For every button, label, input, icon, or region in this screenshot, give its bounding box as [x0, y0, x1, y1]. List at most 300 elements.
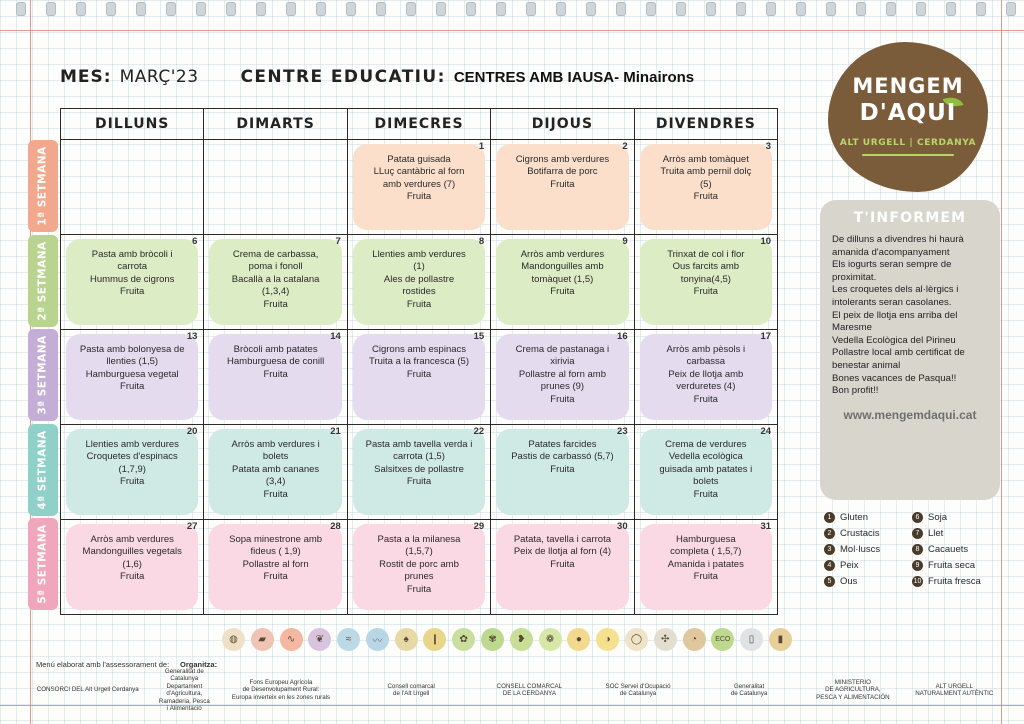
dish-line: Fruita	[406, 298, 432, 310]
partner-logo: ALT URGELL NATURALMENT AUTÈNTIC	[915, 682, 994, 697]
dish-line: Truita a la francesca (5)	[369, 356, 469, 368]
dish-line: Fruita	[263, 368, 288, 380]
binding-ring	[46, 2, 56, 16]
allergen-item	[912, 528, 1000, 539]
menu-day-cell[interactable]	[348, 140, 491, 234]
binding-ring	[466, 2, 476, 16]
dish-list	[208, 523, 342, 584]
binding-ring	[796, 2, 806, 16]
day-header-1: DILLUNS	[61, 109, 204, 139]
day-header-3: DIMECRES	[348, 109, 491, 139]
menu-day-cell[interactable]	[204, 235, 347, 329]
dish-line: Rostit de porc amb	[379, 558, 459, 570]
menu-day-cell[interactable]	[491, 520, 634, 614]
dish-line: Hamburguesa de conill	[227, 356, 325, 368]
binding-ring	[346, 2, 356, 16]
dish-list	[639, 428, 773, 501]
dish-line: Croquetes d'espinacs	[86, 451, 178, 463]
dish-line: carrota	[117, 261, 147, 273]
binding-ring	[916, 2, 926, 16]
allergen-number-icon: 1	[824, 512, 835, 523]
day-number: 20	[186, 426, 198, 437]
menu-day-cell[interactable]	[348, 330, 491, 424]
lettuce-icon: ❁	[539, 628, 562, 651]
dish-line: Fruita	[550, 178, 575, 190]
dish-list	[65, 428, 199, 489]
calendar-week-row	[61, 140, 777, 235]
corn-icon: ❙	[423, 628, 446, 651]
dish-list	[639, 333, 773, 406]
menu-day-cell[interactable]	[635, 140, 777, 234]
pepper-icon: ❥	[510, 628, 533, 651]
dish-line: Pasta amb tavella verda i	[365, 439, 473, 450]
dish-line: Cigrons amb verdures	[515, 154, 610, 165]
footer-logos	[30, 668, 1000, 712]
dish-line: Fruita	[120, 476, 145, 488]
dish-line: Crema de pastanaga i	[515, 344, 610, 355]
week-tab-label: 3ª SETMANA	[37, 335, 49, 415]
dish-line: poma i fonoll	[248, 261, 303, 273]
allergen-number-icon: 7	[912, 528, 923, 539]
day-header-5: DIVENDRES	[655, 116, 756, 132]
dish-line: carbassa	[686, 356, 726, 368]
wheat-icon: ♠	[395, 628, 418, 651]
day-number: 15	[473, 331, 485, 342]
dish-line: (1)	[413, 261, 425, 273]
allergen-item	[824, 560, 912, 571]
milk-icon: ▯	[740, 628, 763, 651]
allergen-item	[824, 576, 912, 587]
allergen-label: Crustacis	[840, 528, 880, 539]
binding-ring	[436, 2, 446, 16]
dish-line: (1,5,7)	[405, 546, 433, 558]
dish-line: Hamburguesa	[675, 534, 736, 545]
menu-day-cell[interactable]	[491, 140, 634, 234]
dish-line: (1,6)	[122, 558, 142, 570]
dish-line: Fruita	[406, 368, 432, 380]
dish-line: Llenties amb verdures	[372, 249, 466, 260]
dish-line: Pastis de carbassó (5,7)	[511, 451, 614, 463]
dish-line: Mandonguilles amb	[521, 261, 604, 273]
allergen-item	[912, 576, 1000, 587]
info-panel	[820, 200, 1000, 500]
dish-line: Arròs amb verdures i	[231, 439, 320, 450]
binding-ring	[136, 2, 146, 16]
day-number: 16	[617, 331, 628, 342]
binding-ring	[1006, 2, 1016, 16]
day-number: 9	[622, 236, 628, 247]
week-tab-2	[28, 235, 58, 327]
allergen-label: Soja	[928, 512, 948, 523]
allergen-label: Llet	[928, 528, 944, 539]
dish-line: Ous farcits amb	[672, 261, 740, 273]
allergen-label: Mol·luscs	[840, 544, 881, 555]
dish-line: tonyina(4,5)	[680, 273, 731, 285]
advice-label: Menú elaborat amb l'assessorament de:	[36, 660, 170, 669]
dish-list	[208, 238, 342, 311]
dish-line: Hummus de cigrons	[89, 273, 175, 285]
dish-list	[65, 523, 199, 584]
dish-line: Patates farcides	[528, 439, 597, 450]
center-value: CENTRES AMB IAUSA- Minairons	[453, 68, 695, 86]
binding-ring	[946, 2, 956, 16]
dish-list	[352, 333, 486, 381]
menu-calendar	[60, 108, 778, 615]
week-tab-3	[28, 329, 58, 421]
info-title: T'INFORMEM	[853, 210, 967, 226]
center-label: CENTRE EDUCATIU:	[240, 67, 446, 87]
dish-list	[639, 238, 773, 299]
dish-line: prunes (9)	[540, 381, 585, 393]
dish-line: Fruita	[406, 191, 432, 203]
binding-ring	[496, 2, 506, 16]
dish-line: bolets	[693, 476, 719, 488]
week-tab-label: 5ª SETMANA	[37, 524, 49, 605]
partner-logo: SOC Servei d'Ocupació de Catalunya	[605, 682, 671, 697]
dish-line: Fruita	[550, 286, 575, 298]
dish-line: bolets	[262, 451, 289, 463]
dish-line: completa ( 1,5,7)	[670, 546, 742, 558]
dish-list	[639, 523, 773, 584]
dish-line: Botifarra de porc	[527, 166, 598, 178]
menu-day-cell[interactable]	[491, 235, 634, 329]
menu-day-cell[interactable]	[204, 330, 347, 424]
fish-icon: ≈	[337, 628, 360, 651]
partner-logo: Consell comarcal de l'Alt Urgell	[387, 682, 435, 697]
day-header-2: DIMARTS	[204, 109, 347, 139]
dish-line: amb verdures (7)	[382, 178, 456, 190]
day-number: 8	[478, 236, 485, 247]
day-number: 7	[335, 236, 341, 247]
menu-day-cell[interactable]	[61, 425, 204, 519]
dish-line: Fruita	[693, 571, 718, 583]
eco-icon: ECO	[711, 628, 734, 651]
dish-line: Fruita	[693, 191, 718, 203]
binding-ring	[706, 2, 716, 16]
allergen-label: Cacauets	[928, 544, 969, 555]
day-number: 22	[473, 426, 485, 437]
partner-logo: CONSELL COMARCAL DE LA CERDANYA	[496, 682, 563, 697]
week-tab-label: 1ª SETMANA	[37, 146, 49, 226]
menu-day-cell[interactable]	[635, 235, 777, 329]
week-tab-label: 4ª SETMANA	[37, 430, 49, 510]
dish-line: Pollastre al forn	[242, 558, 309, 570]
dish-line: Fruita	[550, 393, 575, 405]
binding-ring	[316, 2, 326, 16]
allergen-legend	[824, 512, 1000, 592]
day-number: 27	[186, 521, 198, 532]
day-number: 10	[760, 236, 772, 247]
dish-line: (1,3,4)	[261, 286, 290, 298]
dish-list	[352, 428, 486, 489]
binding-ring	[976, 2, 986, 16]
binding-ring	[16, 2, 26, 16]
dish-list	[495, 238, 629, 299]
dish-line: Arròs amb pèsols i	[666, 344, 746, 355]
organizers-label: Organitza:	[180, 660, 218, 669]
allergen-number-icon: 3	[824, 544, 835, 555]
brand-logo	[828, 42, 988, 192]
menu-day-cell[interactable]	[204, 140, 347, 234]
allergen-label: Fruita fresca	[928, 576, 981, 587]
menu-day-cell[interactable]	[348, 235, 491, 329]
dish-list	[208, 143, 342, 154]
dish-line: Fruita	[693, 488, 718, 500]
day-header-4: DIJOUS	[491, 109, 634, 139]
dish-list	[495, 333, 629, 406]
dish-line: Crema de verdures	[665, 439, 747, 450]
binding-ring	[886, 2, 896, 16]
dish-line: Fruita	[406, 476, 432, 488]
margin-guide-top	[0, 30, 1024, 31]
menu-day-cell[interactable]	[204, 520, 347, 614]
dish-line: Arròs amb verdures	[520, 249, 605, 260]
dish-line: Vedella ecològica	[668, 451, 743, 463]
binding-ring	[106, 2, 116, 16]
binding-ring	[226, 2, 236, 16]
binding-ring	[826, 2, 836, 16]
calendar-week-row	[61, 520, 777, 614]
calendar-week-row	[61, 425, 777, 520]
dish-list	[495, 428, 629, 476]
dish-line: Fruita	[120, 571, 145, 583]
dish-line: (3,4)	[265, 476, 286, 488]
broccoli-icon: ✾	[481, 628, 504, 651]
binding-ring	[856, 2, 866, 16]
notebook-binding	[0, 0, 1024, 18]
egg-icon: ◍	[222, 628, 245, 651]
allergen-item	[824, 512, 912, 523]
binding-ring	[376, 2, 386, 16]
dish-line: Fruita	[550, 463, 575, 475]
dish-line: xirivia	[550, 356, 575, 368]
dish-line: Mandonguilles vegetals	[82, 546, 182, 558]
menu-day-cell[interactable]	[635, 520, 777, 614]
dish-list	[65, 238, 199, 299]
day-number: 13	[186, 331, 198, 342]
grape-icon: ❦	[308, 628, 331, 651]
dish-line: Fruita	[120, 381, 145, 393]
dish-list	[352, 143, 486, 204]
allergen-number-icon: 5	[824, 576, 835, 587]
website-link[interactable]: www.mengemdaqui.cat	[843, 407, 977, 422]
day-number: 30	[617, 521, 628, 532]
dish-list	[352, 238, 486, 311]
allergen-label: Gluten	[840, 512, 868, 523]
binding-ring	[556, 2, 566, 16]
week-tab-1	[28, 140, 58, 232]
dish-line: Fruita	[406, 583, 432, 595]
dish-line: (1,7,9)	[118, 463, 146, 475]
dish-line: Amanida i patates	[667, 558, 744, 570]
allergen-item	[912, 512, 1000, 523]
dish-list	[65, 333, 199, 394]
dish-line: Bacallà a la catalana	[231, 273, 320, 285]
dish-line: Trinxat de col i flor	[667, 249, 745, 260]
dish-line: Arròs amb verdures	[90, 534, 174, 545]
menu-day-cell[interactable]	[61, 140, 204, 234]
week-tab-5	[28, 518, 58, 610]
logo-underline	[862, 154, 954, 156]
day-number: 24	[760, 426, 772, 437]
menu-day-cell[interactable]	[635, 330, 777, 424]
day-number: 1	[478, 141, 485, 152]
menu-day-cell[interactable]	[348, 425, 491, 519]
dish-list	[208, 428, 342, 501]
dish-line: Patata guisada	[387, 154, 451, 165]
dish-line: Fruita	[550, 558, 575, 570]
dish-list	[495, 143, 629, 191]
binding-ring	[166, 2, 176, 16]
dish-line: LLuç cantàbric al forn	[373, 166, 465, 178]
partner-logo: MINISTERIO DE AGRICULTURA, PESCA Y ALIMENTACIÓN	[816, 678, 890, 701]
dish-line: Truita amb pernil dolç	[660, 166, 752, 178]
dish-line: Pasta a la milanesa	[377, 534, 461, 545]
partner-logo: Generalitat de Catalunya Departament d'Agricultura, Ramaderia, Pesca i Alimentació	[158, 667, 210, 712]
logo-line1: MENGEM	[852, 74, 964, 98]
allergen-label: Ous	[840, 576, 858, 587]
food-icon-strip	[222, 624, 792, 654]
garlic-icon: ✣	[654, 628, 677, 651]
month-value: MARÇ'23	[119, 67, 199, 87]
calendar-body	[61, 140, 777, 614]
day-number: 31	[760, 521, 772, 532]
menu-day-cell[interactable]	[204, 425, 347, 519]
dish-line: Patata amb cananes	[232, 463, 320, 475]
dish-line: prunes	[404, 571, 434, 583]
allergen-number-icon: 8	[912, 544, 923, 555]
dish-line: Patata, tavella i carrota	[513, 534, 611, 545]
menu-day-cell[interactable]	[635, 425, 777, 519]
document-header	[60, 56, 760, 98]
dish-list	[495, 523, 629, 571]
dish-line: llenties (1,5)	[106, 356, 159, 368]
binding-ring	[526, 2, 536, 16]
dish-line: verduretes (4)	[676, 381, 736, 393]
allergen-label: Peix	[840, 560, 859, 571]
lemon-icon: ◑	[596, 628, 619, 651]
month-label: MES:	[60, 67, 112, 87]
onion-icon: ◯	[625, 628, 648, 651]
day-number: 21	[330, 426, 341, 437]
logo-line3: ALT URGELL | CERDANYA	[839, 138, 977, 148]
dish-line: Pollastre al forn amb	[518, 368, 606, 380]
dish-line: Pasta amb bolonyesa de	[79, 344, 185, 355]
allergen-number-icon: 10	[913, 578, 922, 585]
meat-icon: ▰	[251, 628, 274, 651]
day-number: 3	[765, 141, 772, 152]
info-body: De dilluns a divendres hi haurà amanida d'acompanyament Els iogurts seran sempre de proximitat. Les croquetes dels al·lèrgics i intolerants seran casolanes. El peix de llotja ens arriba del Maresme Vedella Ecològica del Pirineu Pollastre local amb certificat de benestar animal Bones vacances de Pasqua!! Bon profit!!	[832, 234, 965, 397]
oil-icon: ▮	[769, 628, 792, 651]
dish-list	[65, 143, 199, 154]
day-number: 23	[617, 426, 628, 437]
bread-icon: ◔	[683, 628, 706, 651]
day-number: 28	[330, 521, 341, 532]
binding-ring	[736, 2, 746, 16]
dish-line: Pasta amb bròcoli i	[91, 249, 173, 260]
binding-ring	[196, 2, 206, 16]
dish-list	[639, 143, 773, 204]
dish-line: Llenties amb verdures	[85, 439, 179, 450]
dish-line: Cigrons amb espinacs	[372, 344, 467, 355]
calendar-week-row	[61, 235, 777, 330]
dish-line: Salsitxes de pollastre	[374, 463, 464, 475]
binding-ring	[646, 2, 656, 16]
allergen-item	[824, 544, 912, 555]
week-tab-label: 2ª SETMANA	[37, 240, 49, 321]
allergen-number-icon: 2	[824, 528, 835, 539]
allergen-number-icon: 6	[912, 512, 923, 523]
dish-line: rostides	[402, 286, 436, 298]
menu-day-cell[interactable]	[491, 425, 634, 519]
margin-guide-right	[1001, 0, 1002, 724]
dish-line: Fruita	[693, 286, 718, 298]
dish-line: Peix de llotja al forn (4)	[513, 546, 611, 558]
allergen-item	[912, 560, 1000, 571]
dish-line: Ales de pollastre	[383, 273, 455, 285]
calendar-header-row	[61, 109, 777, 140]
dish-line: Fruita	[120, 286, 145, 298]
menu-day-cell[interactable]	[491, 330, 634, 424]
dish-line: Fruita	[263, 571, 288, 583]
dish-line: Fruita	[693, 393, 718, 405]
dish-line: Arròs amb tomàquet	[662, 154, 749, 165]
dish-line: Crema de carbassa,	[232, 249, 319, 260]
binding-ring	[766, 2, 776, 16]
dish-line: (5)	[700, 178, 712, 190]
dish-line: fideus ( 1,9)	[250, 546, 301, 558]
allergen-item	[824, 528, 912, 539]
dish-line: Sopa minestrone amb	[229, 534, 323, 545]
allergen-item	[912, 544, 1000, 555]
day-number: 2	[622, 141, 628, 152]
shrimp-icon: ∿	[280, 628, 303, 651]
dish-line: Peix de llotja amb	[668, 368, 744, 380]
menu-day-cell[interactable]	[61, 235, 204, 329]
dish-list	[352, 523, 486, 596]
day-number: 17	[760, 331, 772, 342]
binding-ring	[286, 2, 296, 16]
wave-icon: 〰	[366, 628, 389, 651]
partner-logo: CONSORCI DEL Alt Urgell Cerdanya	[36, 686, 139, 694]
apple-icon: ●	[567, 628, 590, 651]
logo-line2: D'AQUI	[859, 100, 957, 126]
herb-icon: ✿	[452, 628, 475, 651]
allergen-label: Fruita seca	[928, 560, 975, 571]
day-number: 14	[330, 331, 341, 342]
dish-list	[208, 333, 342, 381]
binding-ring	[406, 2, 416, 16]
allergen-number-icon: 4	[824, 560, 835, 571]
dish-line: Fruita	[263, 488, 288, 500]
day-number: 6	[192, 236, 198, 247]
dish-line: Fruita	[263, 298, 288, 310]
binding-ring	[76, 2, 86, 16]
calendar-week-row	[61, 330, 777, 425]
dish-line: guisada amb patates i	[659, 463, 753, 475]
menu-day-cell[interactable]	[61, 330, 204, 424]
dish-line: Hamburguesa vegetal	[85, 368, 179, 380]
partner-logo: Fons Europeu Agrícola de Desenvolupament Rural: Europa inverteix en les zones rurals	[231, 678, 331, 701]
menu-day-cell[interactable]	[61, 520, 204, 614]
week-tab-4	[28, 424, 58, 516]
binding-ring	[616, 2, 626, 16]
binding-ring	[586, 2, 596, 16]
day-number: 29	[473, 521, 485, 532]
allergen-number-icon: 9	[912, 560, 923, 571]
menu-day-cell[interactable]	[348, 520, 491, 614]
dish-line: carrota (1,5)	[393, 451, 445, 463]
